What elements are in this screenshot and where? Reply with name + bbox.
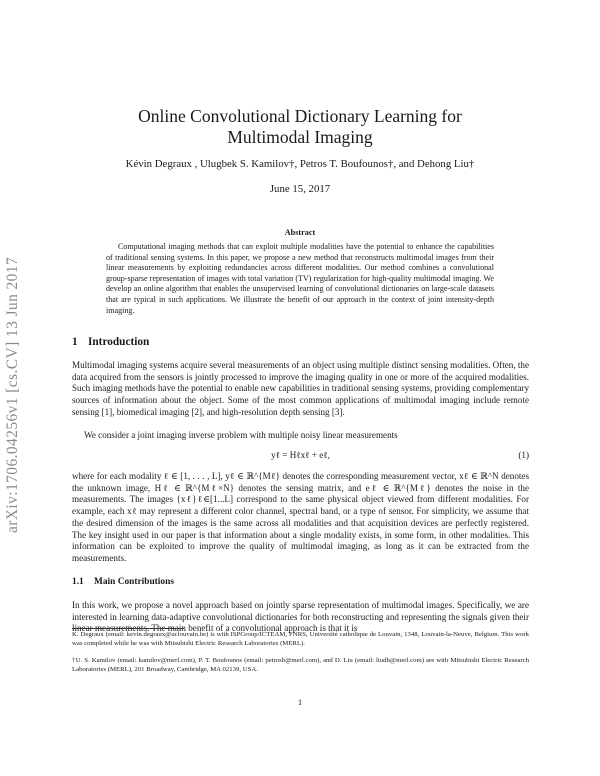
footnote-divider [72,628,184,629]
contributions-paragraph: In this work, we propose a novel approach based on jointly sparse representation of multimodal images. Specifically, we are interested in learning data-adaptive convolutional dictionaries for both reconstructing and representing the signals given their linear measurements. The main benefit of a convolutional approach is that it is [72,600,529,634]
intro-paragraph-2: We consider a joint imaging inverse problem with multiple noisy linear measurements [84,430,398,440]
page-number: 1 [297,697,303,707]
publication-date: June 15, 2017 [269,183,331,195]
equation-number: (1) [518,450,529,460]
title-line-2: Multimodal Imaging [227,127,373,147]
author-list: Kévin Degraux , Ulugbek S. Kamilov†, Petros T. Boufounos†, and Dehong Liu† [125,158,475,170]
abstract-heading: Abstract [284,228,316,237]
intro-paragraph-3: where for each modality ℓ ∈ [1, . . . , L], yℓ ∈ ℝ^{Mℓ} denotes the corresponding measurement vector, xℓ ∈ ℝ^N denotes the unknown image, Hℓ ∈ ℝ^{Mℓ×N} denotes the sensing matrix, and eℓ ∈ ℝ^{Mℓ} denotes the noise in the measurements. The images {xℓ}ℓ∈[1...L] correspond to the same physical object viewed from different modalities. For example, each xℓ may represent a different color channel, spectral band, or a type of sensor. For simplicity, we assume that the desired dimension of the images is the same across all modalities and that acquisition devices are perfectly registered. The key insight used in our paper is that information about a single modality exists, in some form, in other modalities. This information can be exploited to improve the quality of multimodal imaging, as long as it can be extracted from the measurements. [72,471,529,563]
footnote-1: K. Degraux (email: kevin.degraux@uclouvain.be) is with ISPGroup/ICTEAM, FNRS, Université catholique de Louvain, 1348, Louvain-la-Neuve, Belgium. This work was completed while he was with Mitsubishi Electric Research Laboratories (MERL). [72,631,529,647]
title-line-1: Online Convolutional Dictionary Learning for [138,106,462,126]
subsection-title: Main Contributions [94,577,174,587]
equation-body: yℓ = Hℓxℓ + eℓ, [271,450,330,460]
section-number: 1 [72,336,78,348]
intro-paragraph-1: Multimodal imaging systems acquire several measurements of an object using multiple distinct sensing modalities. Often, the data acquired from the sensors is jointly processed to improve the imaging quality in one or more of the acquired modalities. Such imaging methods have the potential to enable new capabilities in traditional sensing systems, providing complementary sources of information about the object. Some of the most common applications of multimodal imaging include remote sensing [1], biomedical imaging [2], and high-resolution depth sensing [3]. [72,360,529,417]
subsection-heading-main-contributions [72,577,174,587]
abstract-text: Computational imaging methods that can exploit multiple modalities have the potential to enhance the capabilities of traditional sensing systems. In this paper, we propose a new method that reconstructs multimodal images from their linear measurements by exploiting redundancies across different modalities. Our method combines a convolutional group-sparse representation of images with total variation (TV) regularization for high-quality multimodal imaging. We develop an online algorithm that enables the unsupervised learning of convolutional dictionaries on large-scale datasets that are typical in such applications. We illustrate the benefit of our approach in the context of joint intensity-depth imaging. [106,242,494,315]
equation-1 [72,450,529,462]
subsection-number: 1.1 [72,577,84,587]
paper-title [70,106,530,148]
section-heading-introduction [72,336,149,348]
section-title: Introduction [88,336,150,348]
footnote-2: †U. S. Kamilov (email: kamilov@merl.com), P. T. Boufounos (email: petrosb@merl.com), and D. Liu (email: liudh@merl.com) are with Mitsubishi Electric Research Laboratories (MERL), 201 Broadway, Cambridge, MA 02139, USA. [72,657,529,673]
arxiv-identifier-stamp: arXiv:1706.04256v1 [cs.CV] 13 Jun 2017 [4,256,21,534]
